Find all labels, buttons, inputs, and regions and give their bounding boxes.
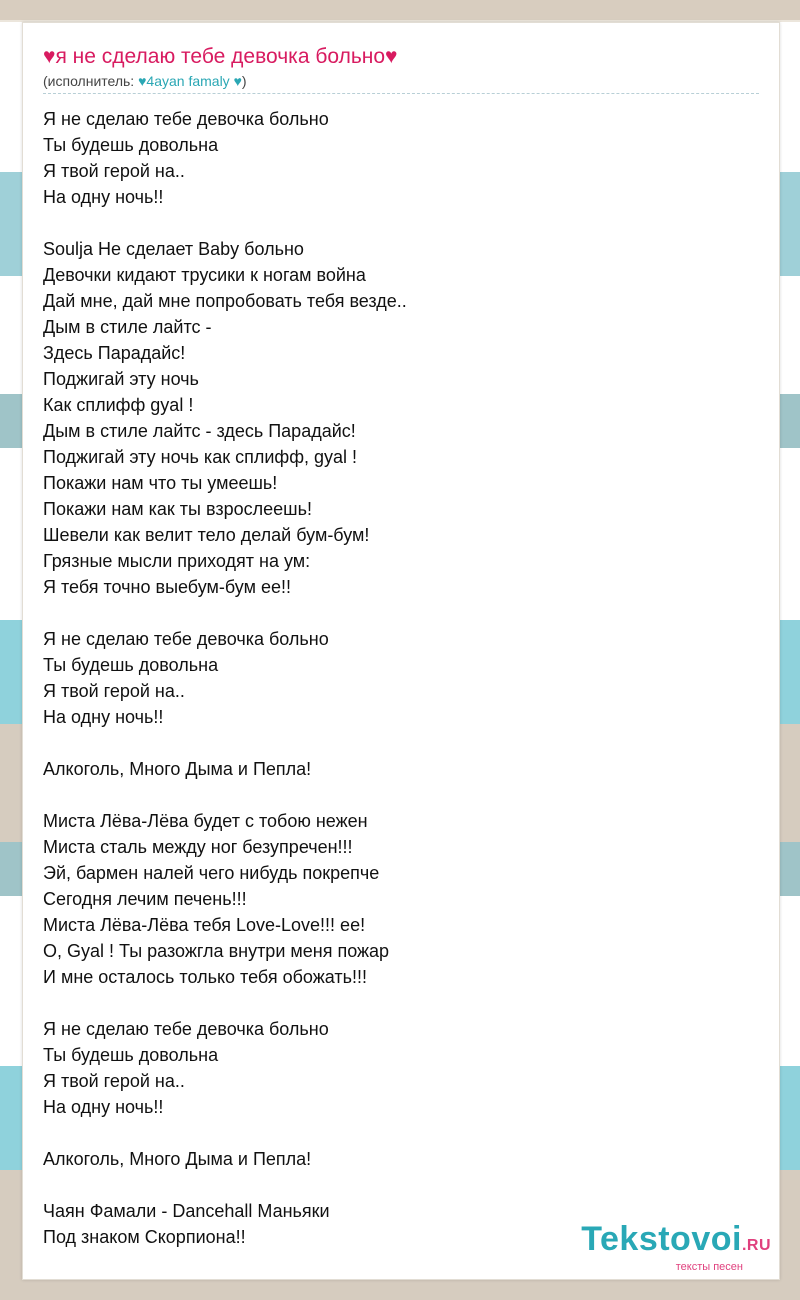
lyric-line: Я твой герой на.. [43,1071,185,1091]
lyric-line: Покажи нам как ты взрослеешь! [43,499,312,519]
logo-name: Tekstovoi [581,1220,742,1258]
lyric-line: Эй, бармен налей чего нибудь покрепче [43,863,380,883]
lyric-line: Чаян Фамали - Dancehall Маньяки [43,1201,330,1221]
lyric-line: Алкоголь, Много Дыма и Пепла! [43,1149,312,1169]
lyric-line [43,990,407,1016]
lyric-line: Soulja Не сделает Baby больно [43,239,304,259]
lyric-line: И мне осталось только тебя обожать!!! [43,967,367,987]
lyric-line: Как сплифф gyal ! [43,395,194,415]
lyric-line: Поджигай эту ночь как сплифф, gyal ! [43,447,358,467]
artist-link[interactable]: ♥4ayan famaly ♥ [138,73,242,89]
lyric-line [43,600,407,626]
lyric-line: На одну ночь!! [43,187,164,207]
lyric-line [43,210,407,236]
lyric-line: На одну ночь!! [43,1097,164,1117]
lyric-line: Здесь Парадайс! [43,343,186,363]
lyrics-card [22,22,780,1280]
lyric-line: Сегодня лечим печень!!! [43,889,247,909]
logo-tagline: тексты песен [675,1261,743,1273]
lyric-line: O, Gyal ! Ты разожгла внутри меня пожар [43,941,390,961]
lyric-line: Дым в стиле лайтс - здесь Парадайс! [43,421,356,441]
site-logo[interactable] [581,1222,771,1273]
lyric-line: Миста Лёва-Лёва тебя Love-Love!!! ее! [43,915,366,935]
song-title: ♥я не сделаю тебе девочка больно♥ [43,45,398,68]
lyric-line: Шевели как велит тело делай бум-бум! [43,525,370,545]
lyric-line: Покажи нам что ты умеешь! [43,473,278,493]
lyric-line: Под знаком Скорпиона!! [43,1227,246,1247]
lyric-line: Ты будешь довольна [43,1045,219,1065]
logo-tld: .RU [741,1237,771,1254]
lyric-line: Я твой герой на.. [43,681,185,701]
lyric-line: Дым в стиле лайтс - [43,317,212,337]
lyric-line [43,730,407,756]
artist-suffix: ) [241,73,247,89]
lyric-line [43,1120,407,1146]
lyric-line [43,1172,407,1198]
artist-line [43,73,759,94]
lyric-line: Я тебя точно выебум-бум ее!! [43,577,292,597]
lyric-line: Ты будешь довольна [43,135,219,155]
lyric-line: Поджигай эту ночь [43,369,199,389]
lyric-line: Грязные мысли приходят на ум: [43,551,311,571]
lyric-line: Я твой герой на.. [43,161,185,181]
lyric-line: Алкоголь, Много Дыма и Пепла! [43,759,312,779]
lyric-line: Я не сделаю тебе девочка больно [43,109,329,129]
artist-prefix: (исполнитель: [43,73,139,89]
lyric-line: Я не сделаю тебе девочка больно [43,629,329,649]
lyric-line: Миста сталь между ног безупречен!!! [43,837,353,857]
lyric-line: Ты будешь довольна [43,655,219,675]
lyric-line [43,782,407,808]
lyric-line: Я не сделаю тебе девочка больно [43,1019,329,1039]
lyric-line: Миста Лёва-Лёва будет с тобою нежен [43,811,368,831]
lyric-line: На одну ночь!! [43,707,164,727]
lyrics-text [43,106,407,1250]
lyric-line: Девочки кидают трусики к ногам война [43,265,366,285]
lyric-line: Дай мне, дай мне попробовать тебя везде.. [43,291,407,311]
